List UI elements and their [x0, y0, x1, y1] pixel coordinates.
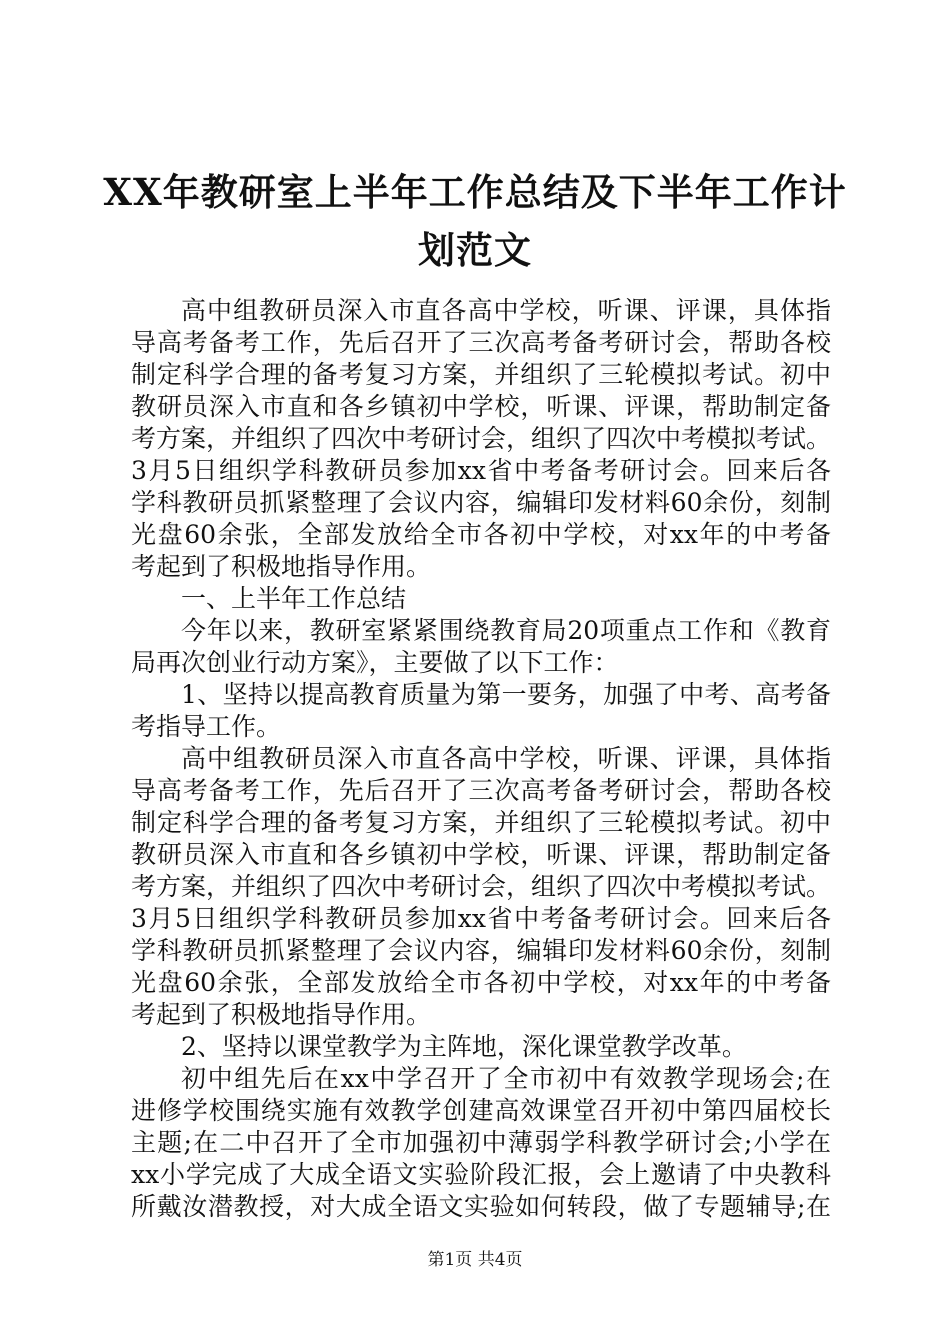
text-line: 考起到了积极地指导作用。: [131, 552, 432, 581]
text-line: 教研员深入市直和各乡镇初中学校，听课、评课，帮助制定备: [131, 840, 831, 869]
text-line: 考方案，并组织了四次中考研讨会，组织了四次中考模拟考试。: [131, 872, 832, 901]
text-line: 3月5日组织学科教研员参加xx省中考备考研讨会。回来后各: [131, 904, 831, 933]
text-line: 高中组教研员深入市直各高中学校，听课、评课，具体指: [181, 296, 831, 325]
document-title-line-2: 划范文: [418, 228, 532, 272]
text-line: 局再次创业行动方案》，主要做了以下工作：: [131, 648, 619, 677]
text-line: 制定科学合理的备考复习方案，并组织了三轮模拟考试。初中: [131, 360, 831, 389]
document-title-line-1: XX年教研室上半年工作总结及下半年工作计: [103, 170, 847, 214]
text-line: 高中组教研员深入市直各高中学校，听课、评课，具体指: [181, 744, 831, 773]
text-line: xx小学完成了大成全语文实验阶段汇报，会上邀请了中央教科: [131, 1160, 831, 1189]
text-line: 初中组先后在xx中学召开了全市初中有效教学现场会;在: [181, 1064, 831, 1093]
text-line: 学科教研员抓紧整理了会议内容，编辑印发材料60余份，刻制: [131, 936, 831, 965]
text-line: 光盘60余张，全部发放给全市各初中学校，对xx年的中考备: [131, 968, 831, 997]
text-line: 一、上半年工作总结: [181, 584, 407, 613]
text-line: 光盘60余张，全部发放给全市各初中学校，对xx年的中考备: [131, 520, 831, 549]
text-line: 考起到了积极地指导作用。: [131, 1000, 432, 1029]
text-line: 学科教研员抓紧整理了会议内容，编辑印发材料60余份，刻制: [131, 488, 831, 517]
text-line: 1、坚持以提高教育质量为第一要务，加强了中考、高考备: [181, 680, 831, 709]
text-line: 教研员深入市直和各乡镇初中学校，听课、评课，帮助制定备: [131, 392, 831, 421]
page-footer: 第1页 共4页: [427, 1250, 523, 1270]
text-line: 考指导工作。: [131, 712, 282, 741]
text-line: 制定科学合理的备考复习方案，并组织了三轮模拟考试。初中: [131, 808, 831, 837]
text-line: 进修学校围绕实施有效教学创建高效课堂召开初中第四届校长: [131, 1096, 831, 1125]
document-body: [131, 295, 831, 1223]
text-line: 考方案，并组织了四次中考研讨会，组织了四次中考模拟考试。: [131, 424, 832, 453]
text-line: 主题;在二中召开了全市加强初中薄弱学科教学研讨会;小学在: [131, 1128, 831, 1157]
text-line: 导高考备考工作，先后召开了三次高考备考研讨会，帮助各校: [131, 776, 831, 805]
text-line: 所戴汝潜教授，对大成全语文实验如何转段，做了专题辅导;在: [131, 1192, 831, 1221]
text-line: 导高考备考工作，先后召开了三次高考备考研讨会，帮助各校: [131, 328, 831, 357]
text-line: 2、坚持以课堂教学为主阵地，深化课堂教学改革。: [181, 1032, 747, 1061]
text-line: 3月5日组织学科教研员参加xx省中考备考研讨会。回来后各: [131, 456, 831, 485]
text-line: 今年以来，教研室紧紧围绕教育局20项重点工作和《教育: [181, 616, 831, 645]
